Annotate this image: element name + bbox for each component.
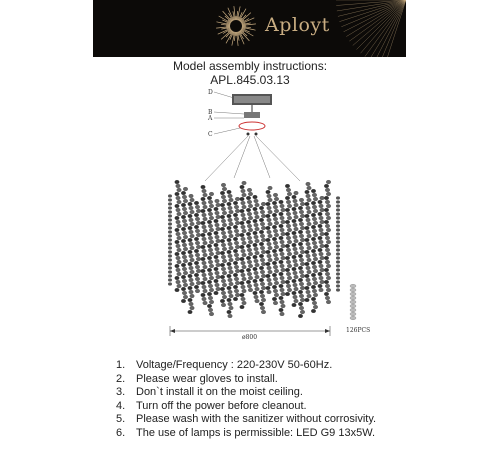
dimension-label: ø800: [242, 334, 258, 341]
instruction-number: 4.: [116, 399, 126, 412]
instruction-text: Please wear gloves to install.: [136, 372, 278, 385]
screw-icon: [255, 133, 258, 136]
brand-name: Aployt: [265, 14, 330, 36]
canopy-inner: [234, 96, 270, 103]
dimension-line: [170, 326, 330, 341]
instruction-item: [116, 413, 376, 427]
instruction-text: The use of lamps is permissible: LED G9 13x5W.: [136, 426, 376, 439]
part-count-label: 126PCS: [346, 327, 371, 334]
suspension-wires: [205, 136, 300, 181]
instruction-item: [116, 373, 376, 387]
heading: Model assembly instructions:: [172, 59, 328, 73]
crystal-detail: [346, 284, 370, 334]
instructions-list: [116, 359, 376, 441]
instruction-number: 2.: [116, 372, 126, 385]
mount-bracket: [244, 112, 260, 118]
part-label-c: C: [208, 131, 213, 138]
instruction-number: 3.: [116, 386, 126, 399]
instruction-number: 1.: [116, 359, 126, 371]
instruction-item: [116, 400, 376, 414]
instruction-number: 6.: [116, 426, 126, 439]
document-title: [0, 59, 500, 87]
sunburst-logo-icon: [93, 0, 406, 57]
instruction-item: [116, 386, 376, 400]
screw-icon: [247, 133, 250, 136]
instruction-item: [116, 427, 376, 441]
chandelier-diagram: [150, 86, 390, 346]
instruction-text: Please wash with the sanitizer without corrosivity.: [136, 413, 377, 426]
model-number: APL.845.03.13: [210, 73, 290, 87]
instruction-number: 5.: [116, 413, 126, 426]
instruction-text: Don`t install it on the moist ceiling.: [136, 386, 303, 399]
part-label-b: B: [208, 109, 213, 116]
instruction-text: Turn off the power before cleanout.: [136, 399, 307, 412]
part-label-d: D: [208, 89, 213, 96]
instruction-item: [116, 359, 376, 373]
brand-banner: [93, 0, 406, 57]
connector-ring: [239, 122, 265, 130]
instruction-text: Voltage/Frequency : 220-230V 50-60Hz.: [136, 359, 333, 371]
part-label-a: A: [208, 115, 213, 122]
crystal-strands: [168, 180, 340, 318]
